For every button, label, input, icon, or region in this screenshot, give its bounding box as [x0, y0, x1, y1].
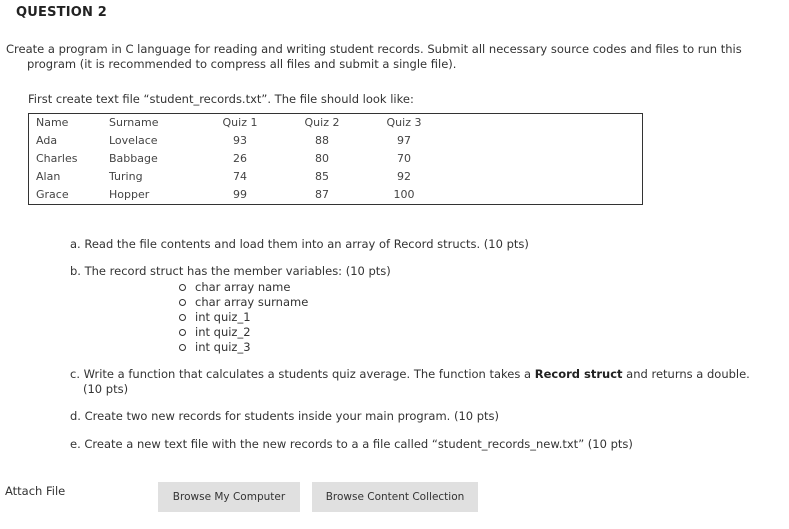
- cell-quiz-1: 99: [233, 188, 247, 201]
- circle-bullet-icon: [179, 314, 186, 321]
- task-c: c. Write a function that calculates a students quiz average. The function takes a Record struct and returns a double. (10 pts): [70, 367, 782, 397]
- table-row: [29, 150, 643, 168]
- task-e: e. Create a new text file with the new records to a a file called “student_records_new.txt” (10 pts): [70, 437, 633, 451]
- circle-bullet-icon: [179, 299, 186, 306]
- header-name: Name: [36, 116, 69, 129]
- cell-quiz-3: 92: [397, 170, 411, 183]
- table-row: [29, 168, 643, 186]
- first-create-instruction: First create text file “student_records.txt”. The file should look like:: [28, 92, 414, 106]
- header-quiz-1: Quiz 1: [222, 116, 258, 129]
- cell-quiz-2: 85: [315, 170, 329, 183]
- circle-bullet-icon: [179, 284, 186, 291]
- question-title: QUESTION 2: [16, 5, 108, 20]
- cell-quiz-2: 80: [315, 152, 329, 165]
- header-surname: Surname: [109, 116, 159, 129]
- struct-members-list: [178, 280, 308, 355]
- list-item: char array surname: [178, 295, 308, 310]
- cell-surname: Turing: [109, 170, 143, 183]
- cell-quiz-1: 26: [233, 152, 247, 165]
- cell-quiz-1: 93: [233, 134, 247, 147]
- list-item: int quiz_1: [178, 310, 308, 325]
- table-row: [29, 186, 643, 205]
- question-intro: [6, 42, 781, 72]
- cell-surname: Babbage: [109, 152, 158, 165]
- student-records-table: [28, 113, 643, 205]
- cell-quiz-2: 88: [315, 134, 329, 147]
- cell-quiz-3: 100: [393, 188, 415, 201]
- cell-name: Alan: [36, 170, 61, 183]
- task-c-points: (10 pts): [83, 382, 129, 396]
- header-quiz-3: Quiz 3: [386, 116, 422, 129]
- table-row: [29, 132, 643, 150]
- browse-my-computer-button[interactable]: Browse My Computer: [158, 482, 300, 512]
- cell-quiz-1: 74: [233, 170, 247, 183]
- header-quiz-2: Quiz 2: [304, 116, 340, 129]
- cell-quiz-2: 87: [315, 188, 329, 201]
- list-item: char array name: [178, 280, 308, 295]
- cell-quiz-3: 70: [397, 152, 411, 165]
- cell-name: Charles: [36, 152, 78, 165]
- attach-file-label: Attach File: [5, 484, 66, 498]
- intro-line-1: Create a program in C language for reading and writing student records. Submit all necessary source codes and files to run this: [6, 42, 742, 56]
- task-a: a. Read the file contents and load them into an array of Record structs. (10 pts): [70, 237, 529, 251]
- circle-bullet-icon: [179, 329, 186, 336]
- cell-surname: Lovelace: [109, 134, 158, 147]
- cell-name: Grace: [36, 188, 69, 201]
- task-d: d. Create two new records for students inside your main program. (10 pts): [70, 409, 500, 423]
- cell-quiz-3: 97: [397, 134, 411, 147]
- list-item: int quiz_3: [178, 340, 308, 355]
- cell-surname: Hopper: [109, 188, 150, 201]
- task-b: b. The record struct has the member variables: (10 pts): [70, 264, 391, 278]
- browse-content-collection-button[interactable]: Browse Content Collection: [312, 482, 478, 512]
- list-item: int quiz_2: [178, 325, 308, 340]
- record-struct-emphasis: Record struct: [534, 367, 623, 381]
- table-header-row: [29, 114, 643, 133]
- intro-line-2: program (it is recommended to compress all files and submit a single file).: [27, 57, 457, 71]
- circle-bullet-icon: [179, 344, 186, 351]
- cell-name: Ada: [36, 134, 58, 147]
